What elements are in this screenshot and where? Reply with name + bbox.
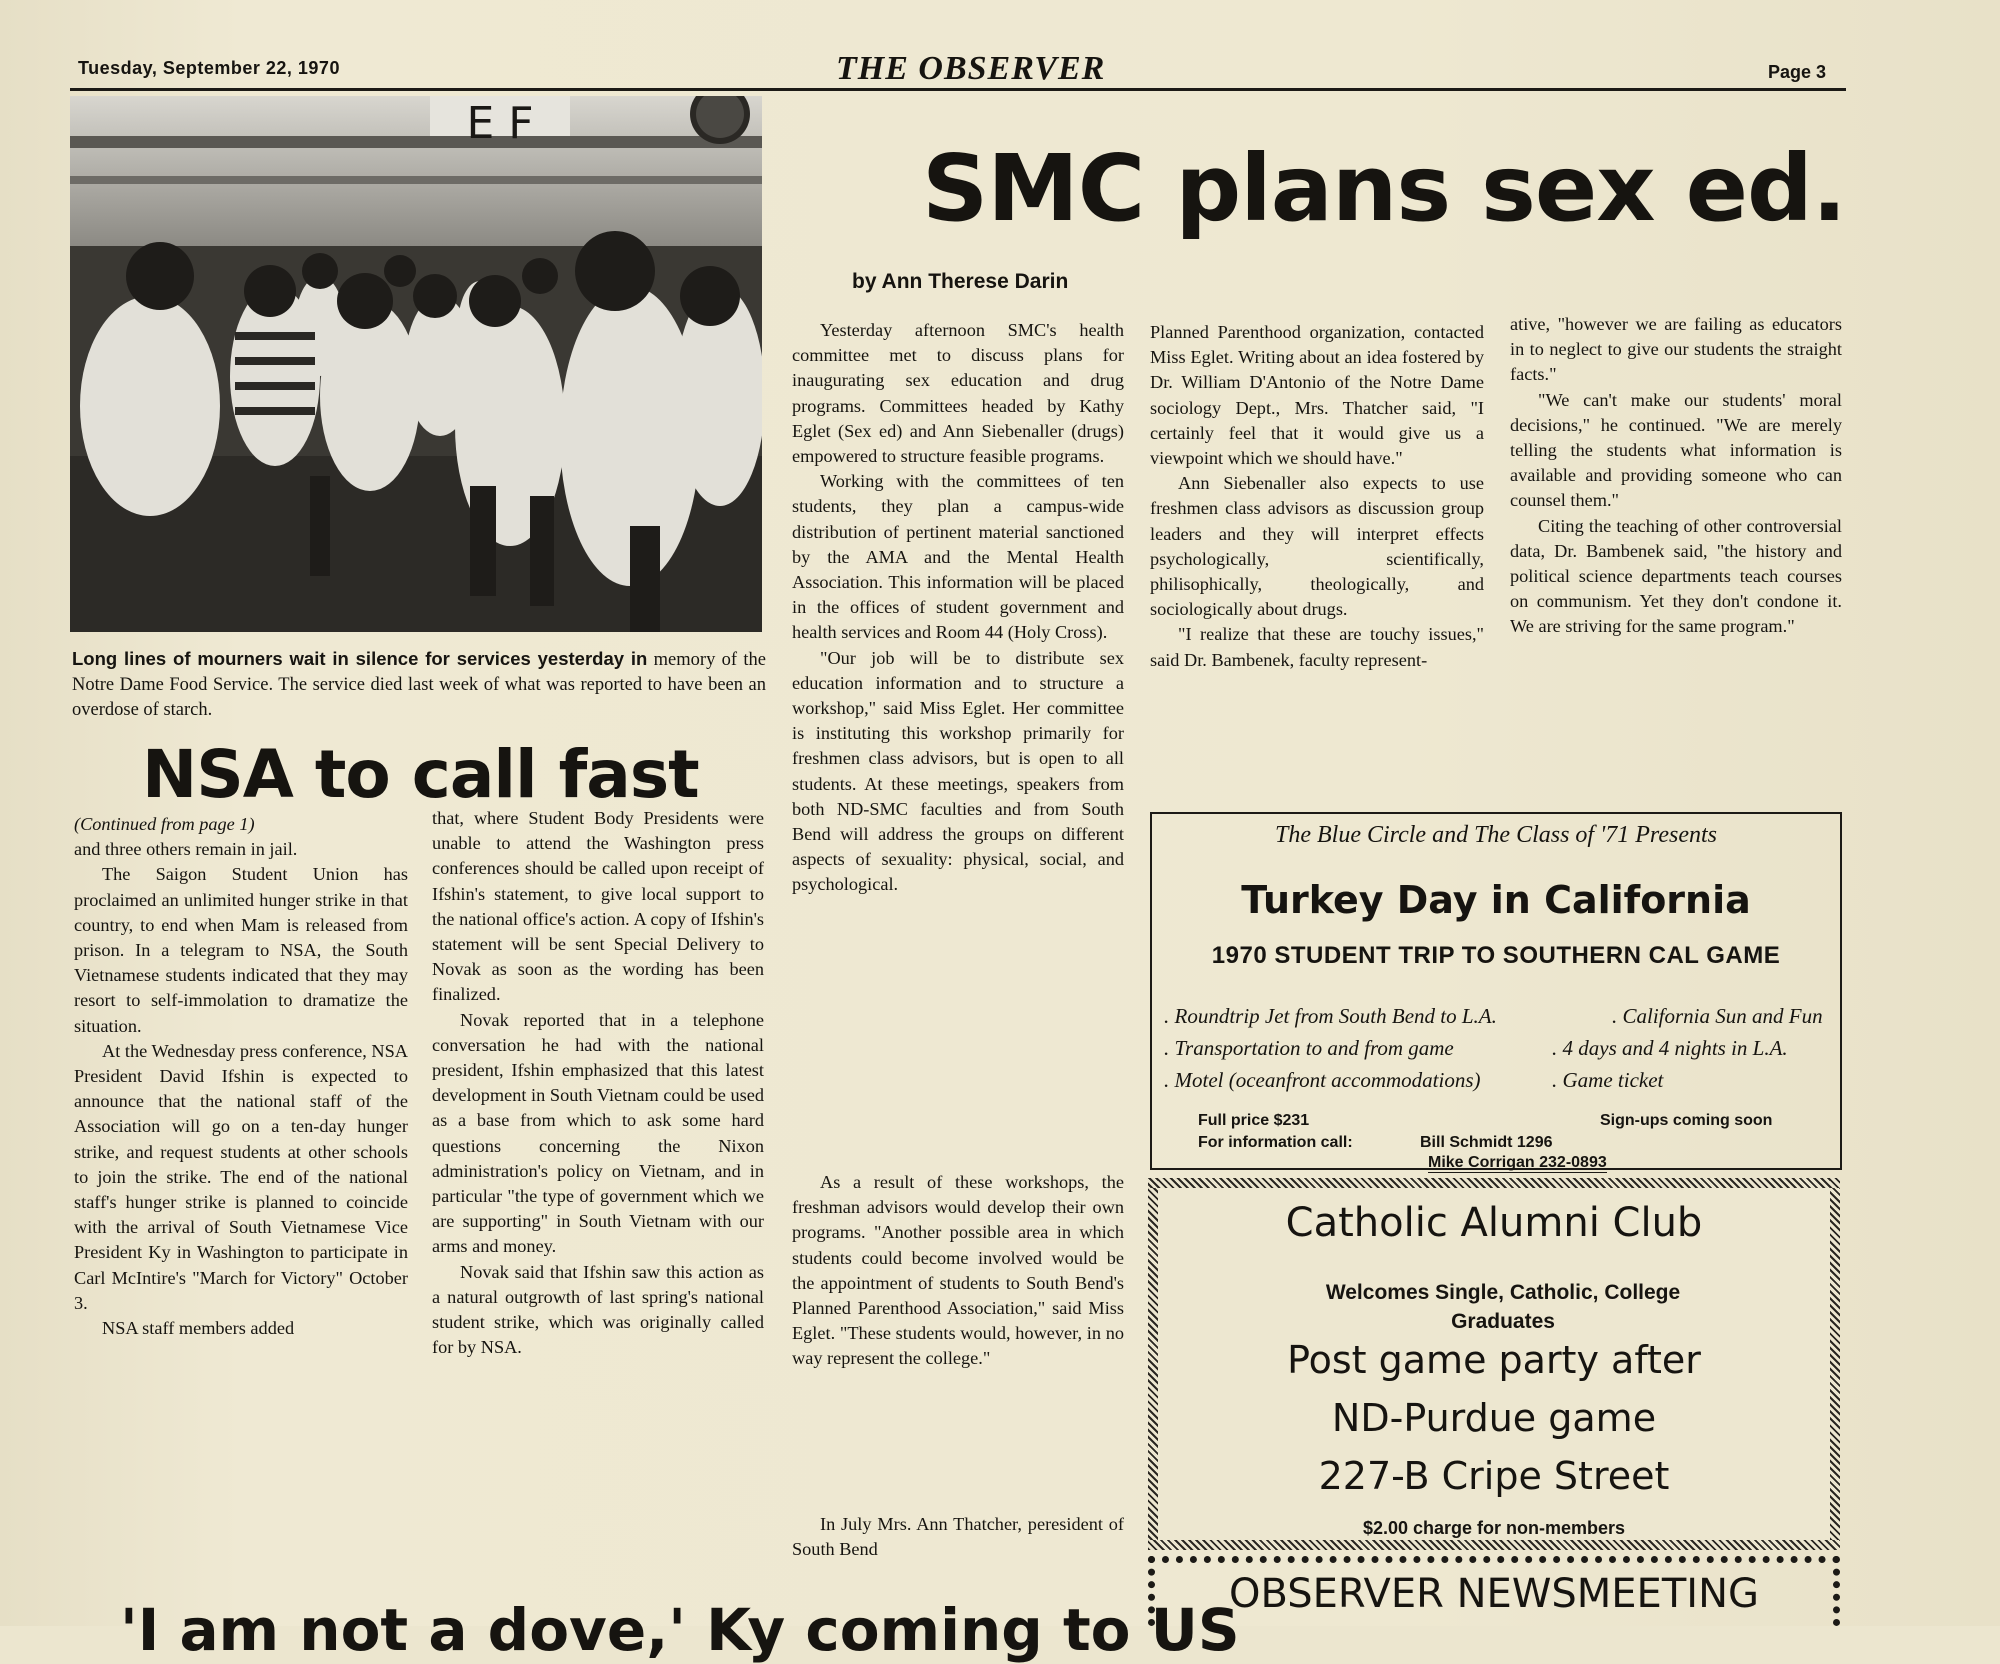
paragraph: "I realize that these are touchy issues," said Dr. Bambenek, faculty represent-	[1150, 624, 1484, 670]
ad-feature: . Game ticket	[1552, 1068, 1664, 1092]
ad-inner-panel	[1158, 1188, 1830, 1540]
caption-lead: Long lines of mourners wait in silence for services yesterday in	[72, 648, 648, 669]
headline-nsa: NSA to call fast	[142, 736, 699, 813]
headline-ky: 'I am not a dove,' Ky coming to US	[120, 1596, 1240, 1664]
issue-date: Tuesday, September 22, 1970	[78, 58, 340, 78]
ad-subtitle: 1970 STUDENT TRIP TO SOUTHERN CAL GAME	[1211, 942, 1781, 969]
paragraph: Ann Siebenaller also expects to use freshmen class advisors as discussion group leaders and they will interpret effects psychologically, scientifically, philisophically, theologically, and sociologically about drugs.	[1150, 473, 1484, 620]
ad-info: For information call:	[1198, 1134, 1353, 1151]
ad-address-line: 227-B Cripe Street	[1318, 1454, 1670, 1498]
paragraph: At the Wednesday press conference, NSA President David Ifshin is expected to announce that the national staff of the Association will go on a ten-day hunger strike, and request students at other schools to join the strike. The end of the national staff's hunger strike is planned to coincide with the arrival of South Vietnamese Vice President Ky in Washington to participate in Carl McIntire's "March for Victory" October 3.	[74, 1040, 408, 1313]
ad-party-line: Post game party after	[1287, 1338, 1701, 1382]
ad-game-line: ND-Purdue game	[1331, 1396, 1657, 1440]
ad-feature: . California Sun and Fun	[1612, 1004, 1823, 1028]
paragraph: Novak reported that in a telephone conversation he had with the national president, Ifshin emphasized that this latest development in South Vietnam could be used as a base from which to ask some hard questions concerning the Nixon administration's policy on Vietnam, and in particular "the type of government which we are supporting" in South Vietnam with our arms and money.	[432, 1009, 764, 1257]
byline: by Ann Therese Darin	[852, 270, 1069, 293]
paragraph: "We can't make our students' moral decisions," he continued. "We are merely telling the students what information is available and providing someone who can counsel them."	[1510, 389, 1842, 511]
paragraph: that, where Student Body Presidents were unable to attend the Washington press conferences should be called upon receipt of Ifshin's statement, to give local support to the national office's action. A copy of Ifshin's statement will be sent Special Delivery to Novak as soon as the wording has been finalized.	[432, 808, 764, 1005]
smc-column-1	[792, 318, 1124, 898]
paragraph: and three others remain in jail.	[74, 839, 298, 860]
ad-feature: . 4 days and 4 nights in L.A.	[1552, 1036, 1788, 1060]
ad-feature: . Transportation to and from game	[1164, 1036, 1454, 1060]
ad-signups: Sign-ups coming soon	[1600, 1112, 1773, 1129]
paragraph: Yesterday afternoon SMC's health committee met to discuss plans for inaugurating sex education and drug programs. Committees headed by Kathy Eglet (Sex ed) and Ann Siebenaller (drugs) empowered to structure feasible programs.	[792, 320, 1124, 467]
paragraph: The Saigon Student Union has proclaimed an unlimited hunger strike in that country, to end when Mam is released from prison. In a telegram to NSA, the South Vietnamese students indicated that they may resort to self-immolation to dramatize the situation.	[74, 864, 408, 1036]
ad-presenter: The Blue Circle and The Class of '71 Presents	[1275, 822, 1717, 848]
ad-title: Turkey Day in California	[1241, 878, 1751, 922]
paragraph: NSA staff members added	[102, 1318, 295, 1339]
paragraph: As a result of these workshops, the freshman advisors would develop their own programs. "Another possible area in which students could become involved would be the appointment of students to South Bend's Planned Parenthood Association," said Miss Eglet. "These students would, however, in no way represent the college."	[792, 1172, 1124, 1369]
page-number: Page 3	[1768, 62, 1827, 82]
paragraph: Planned Parenthood organization, contacted Miss Eglet. Writing about an idea fostered by Dr. William D'Antonio of the Notre Dame sociology Dept., Mrs. Thatcher said, "I certainly feel that it would give us a viewpoint which we should have."	[1150, 322, 1484, 469]
ad-contact: Bill Schmidt 1296	[1420, 1134, 1553, 1151]
ad-observer-newsmeeting	[1148, 1556, 1840, 1626]
ad-contact: Mike Corrigan 232-0893	[1428, 1154, 1607, 1171]
ad-club-title: Catholic Alumni Club	[1285, 1200, 1703, 1246]
photo-caption	[72, 646, 766, 723]
smc-column-1-bottom	[792, 1512, 1124, 1562]
paragraph: ative, "however we are failing as educators in to neglect to give our students the straight facts."	[1510, 314, 1842, 385]
ad-charge: $2.00 charge for non-members	[1362, 1518, 1626, 1538]
nsa-column-1	[74, 812, 408, 1341]
photo-sign-letters: E F	[466, 98, 534, 149]
paragraph: "Our job will be to distribute sex education information and to structure a workshop," said Miss Eglet. Her committee is instituting this workshop primarily for freshmen class advisors, but is open to all students. At these meetings, speakers from both ND-SMC faculties and from South Bend will address the groups on different aspects of sexuality: physical, social, and psychological.	[792, 647, 1124, 895]
paragraph: Working with the committees of ten students, they plan a campus-wide distribution of pertinent material sanctioned by the AMA and the Mental Health Association. This information will be placed in the offices of student government and health services and Room 44 (Holy Cross).	[792, 471, 1124, 643]
continued-note: (Continued from page 1)	[74, 814, 255, 834]
ad-turkey-day	[1150, 812, 1842, 1170]
ad-catholic-alumni	[1148, 1178, 1840, 1550]
paragraph: Citing the teaching of other controversial data, Dr. Bambenek said, "the history and political science departments teach courses on communism. Yet they don't condone it. We are striving for the same program."	[1510, 515, 1842, 637]
paragraph: Novak said that Ifshin saw this action as a natural outgrowth of last spring's national student strike, which was originally called for by NSA.	[432, 1261, 764, 1358]
nsa-column-2	[432, 806, 764, 1360]
smc-column-2	[1150, 320, 1484, 673]
news-photo-mourners	[70, 96, 762, 632]
smc-column-3	[1510, 312, 1842, 640]
newspaper-name: THE OBSERVER	[836, 50, 1106, 87]
ad-feature: . Roundtrip Jet from South Bend to L.A.	[1164, 1004, 1497, 1028]
headline-smc: SMC plans sex ed.	[922, 135, 1846, 242]
ad-welcome: Welcomes Single, Catholic, College Graduates	[1325, 1281, 1681, 1333]
ad-price: Full price $231	[1198, 1112, 1310, 1129]
paragraph: In July Mrs. Ann Thatcher, peresident of South Bend	[792, 1514, 1124, 1560]
caption-text: memory of the Notre Dame Food Service. The service died last week of what was reported to have been an overdose of starch.	[72, 650, 766, 720]
masthead-rule	[70, 88, 1846, 91]
ad-newsmeeting-title: OBSERVER NEWSMEETING	[1229, 1571, 1759, 1617]
ad-feature: . Motel (oceanfront accommodations)	[1164, 1068, 1481, 1092]
smc-column-1-lower	[792, 1170, 1124, 1372]
